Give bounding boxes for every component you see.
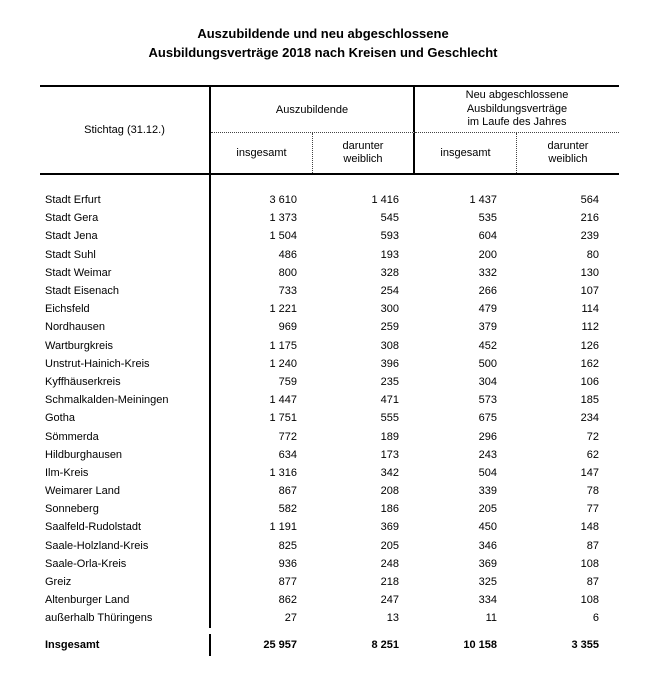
- row-value: 218: [380, 576, 399, 589]
- row-value: 555: [380, 412, 399, 425]
- row-value: 582: [278, 503, 297, 516]
- row-value: 27: [284, 612, 297, 625]
- spacer-cell: [40, 175, 211, 191]
- row-label: Sonneberg: [40, 500, 211, 518]
- table-row: [40, 191, 619, 209]
- row-value: 479: [478, 303, 497, 316]
- row-value: 334: [478, 594, 497, 607]
- row-value: 369: [380, 521, 399, 534]
- row-label: Stadt Eisenach: [40, 282, 211, 300]
- row-label: Weimarer Land: [40, 482, 211, 500]
- subheader-line: darunter: [342, 140, 384, 152]
- row-value: 486: [278, 248, 297, 261]
- row-value: 189: [380, 430, 399, 443]
- row-label: Gotha: [40, 409, 211, 427]
- row-value: 1 447: [269, 394, 297, 407]
- table-row: [40, 373, 619, 391]
- row-label: Stadt Gera: [40, 209, 211, 227]
- row-value: 535: [478, 212, 497, 225]
- row-label: außerhalb Thüringens: [40, 609, 211, 627]
- table-row: [40, 482, 619, 500]
- subheader-insgesamt-2: [415, 133, 517, 173]
- total-value-auszubildende-insgesamt: 25 957: [263, 638, 297, 651]
- row-value: 254: [380, 285, 399, 298]
- row-value: 1 316: [269, 466, 297, 479]
- column-group-auszubildende: Auszubildende: [211, 87, 415, 133]
- row-value: 6: [592, 612, 599, 625]
- row-label: Eichsfeld: [40, 300, 211, 318]
- row-label: Schmalkalden-Meiningen: [40, 391, 211, 409]
- row-value: 126: [580, 339, 599, 352]
- table-row: [40, 355, 619, 373]
- table-row: [40, 318, 619, 336]
- row-label: Saale-Holzland-Kreis: [40, 537, 211, 555]
- total-value-vertraege-insgesamt: 10 158: [463, 638, 497, 651]
- row-value: 106: [580, 375, 599, 388]
- row-value: 504: [478, 466, 497, 479]
- row-value: 1 504: [269, 230, 297, 243]
- row-value: 200: [478, 248, 497, 261]
- row-value: 339: [478, 485, 497, 498]
- row-value: 379: [478, 321, 497, 334]
- table-row: [40, 518, 619, 536]
- table-row: [40, 555, 619, 573]
- row-value: 471: [380, 394, 399, 407]
- row-label: Stadt Suhl: [40, 246, 211, 264]
- row-value: 1 221: [269, 303, 297, 316]
- table-row: [40, 391, 619, 409]
- row-value: 62: [586, 448, 599, 461]
- row-value: 634: [278, 448, 297, 461]
- table-row: [40, 591, 619, 609]
- row-value: 235: [380, 375, 399, 388]
- row-value: 266: [478, 285, 497, 298]
- row-value: 234: [580, 412, 599, 425]
- row-label: Saale-Orla-Kreis: [40, 555, 211, 573]
- table-body: [40, 175, 619, 656]
- total-label: Insgesamt: [40, 634, 211, 656]
- row-value: 186: [380, 503, 399, 516]
- table-row: [40, 209, 619, 227]
- table-total-row: [40, 634, 619, 656]
- row-value: 87: [586, 539, 599, 552]
- row-value: 733: [278, 285, 297, 298]
- row-value: 1 191: [269, 521, 297, 534]
- row-value: 107: [580, 285, 599, 298]
- row-label: Stadt Weimar: [40, 264, 211, 282]
- row-value: 332: [478, 266, 497, 279]
- table-row: [40, 227, 619, 245]
- row-value: 1 437: [469, 194, 497, 207]
- row-label: Stadt Erfurt: [40, 191, 211, 209]
- row-value: 867: [278, 485, 297, 498]
- row-label: Saalfeld-Rudolstadt: [40, 518, 211, 536]
- group2-line-1: Neu abgeschlossene: [465, 89, 569, 102]
- row-value: 346: [478, 539, 497, 552]
- table-row: [40, 464, 619, 482]
- subheader-darunter-weiblich-2: [517, 133, 619, 173]
- row-value: 450: [478, 521, 497, 534]
- row-value: 13: [386, 612, 399, 625]
- total-value-auszubildende-weiblich: 8 251: [371, 638, 399, 651]
- table-row: [40, 409, 619, 427]
- row-value: 396: [380, 357, 399, 370]
- table-row: [40, 246, 619, 264]
- row-value: 247: [380, 594, 399, 607]
- row-value: 304: [478, 375, 497, 388]
- row-value: 148: [580, 521, 599, 534]
- subheader-line: darunter: [547, 140, 589, 152]
- row-value: 500: [478, 357, 497, 370]
- row-value: 325: [478, 576, 497, 589]
- row-value: 862: [278, 594, 297, 607]
- row-label: Altenburger Land: [40, 591, 211, 609]
- row-value: 78: [586, 485, 599, 498]
- row-value: 77: [586, 503, 599, 516]
- row-label: Greiz: [40, 573, 211, 591]
- table-header: [40, 85, 619, 175]
- table-row: [40, 337, 619, 355]
- row-label: Wartburgkreis: [40, 337, 211, 355]
- row-value: 825: [278, 539, 297, 552]
- corner-header-stichtag: Stichtag (31.12.): [40, 87, 211, 173]
- row-value: 573: [478, 394, 497, 407]
- row-value: 877: [278, 576, 297, 589]
- row-value: 593: [380, 230, 399, 243]
- subheader-insgesamt-1: [211, 133, 313, 173]
- row-value: 969: [278, 321, 297, 334]
- row-value: 300: [380, 303, 399, 316]
- row-value: 114: [581, 303, 599, 316]
- row-value: 452: [478, 339, 497, 352]
- row-value: 243: [478, 448, 497, 461]
- subheader-line: weiblich: [548, 153, 588, 165]
- row-value: 248: [380, 557, 399, 570]
- table-row: [40, 500, 619, 518]
- row-value: 936: [278, 557, 297, 570]
- row-label: Stadt Jena: [40, 227, 211, 245]
- table-row: [40, 427, 619, 445]
- row-value: 1 175: [269, 339, 297, 352]
- row-value: 173: [380, 448, 399, 461]
- row-value: 369: [478, 557, 497, 570]
- subheader-line: insgesamt: [440, 146, 491, 159]
- column-group-neu-abgeschlossene: [415, 87, 619, 133]
- row-label: Ilm-Kreis: [40, 464, 211, 482]
- row-value: 185: [580, 394, 599, 407]
- row-value: 112: [581, 321, 599, 334]
- row-label: Kyffhäuserkreis: [40, 373, 211, 391]
- group2-line-3: im Laufe des Jahres: [467, 116, 567, 129]
- title-line-1: Auszubildende und neu abgeschlossene: [197, 26, 449, 41]
- row-value: 87: [586, 576, 599, 589]
- row-label: Hildburghausen: [40, 446, 211, 464]
- row-value: 205: [478, 503, 497, 516]
- row-value: 208: [380, 485, 399, 498]
- group2-line-2: Ausbildungsverträge: [466, 102, 568, 115]
- row-value: 772: [278, 430, 297, 443]
- table-row: [40, 264, 619, 282]
- subheader-line: weiblich: [343, 153, 383, 165]
- row-value: 296: [478, 430, 497, 443]
- row-value: 1 416: [371, 194, 399, 207]
- table-rows: [40, 191, 619, 628]
- title-line-2: Ausbildungsverträge 2018 nach Kreisen und Geschlecht: [148, 45, 498, 60]
- row-value: 108: [580, 557, 599, 570]
- table-row: [40, 300, 619, 318]
- row-value: 545: [380, 212, 399, 225]
- row-value: 564: [580, 194, 599, 207]
- row-label: Sömmerda: [40, 427, 211, 445]
- row-value: 328: [380, 266, 399, 279]
- subheader-darunter-weiblich-1: [313, 133, 415, 173]
- subheader-line: insgesamt: [236, 146, 287, 159]
- row-value: 675: [478, 412, 497, 425]
- row-value: 3 610: [269, 194, 297, 207]
- row-value: 130: [580, 266, 599, 279]
- table-row: [40, 446, 619, 464]
- row-value: 11: [485, 612, 497, 625]
- table-row: [40, 609, 619, 627]
- row-value: 216: [580, 212, 599, 225]
- total-value-vertraege-weiblich: 3 355: [571, 638, 599, 651]
- row-value: 205: [380, 539, 399, 552]
- table-row: [40, 537, 619, 555]
- statistics-table: [40, 85, 619, 656]
- row-label: Unstrut-Hainich-Kreis: [40, 355, 211, 373]
- row-value: 72: [586, 430, 599, 443]
- row-value: 342: [380, 466, 399, 479]
- row-label: Nordhausen: [40, 318, 211, 336]
- row-value: 308: [380, 339, 399, 352]
- row-value: 147: [580, 466, 599, 479]
- table-row: [40, 573, 619, 591]
- row-value: 108: [580, 594, 599, 607]
- spacer-row: [40, 175, 619, 191]
- table-row: [40, 282, 619, 300]
- row-value: 759: [278, 375, 297, 388]
- row-value: 162: [580, 357, 599, 370]
- row-value: 193: [380, 248, 399, 261]
- row-value: 604: [478, 230, 497, 243]
- page-title: [0, 0, 646, 62]
- row-value: 239: [580, 230, 599, 243]
- row-value: 80: [586, 248, 599, 261]
- row-value: 259: [380, 321, 399, 334]
- row-value: 800: [278, 266, 297, 279]
- row-value: 1 240: [269, 357, 297, 370]
- row-value: 1 751: [269, 412, 297, 425]
- row-value: 1 373: [269, 212, 297, 225]
